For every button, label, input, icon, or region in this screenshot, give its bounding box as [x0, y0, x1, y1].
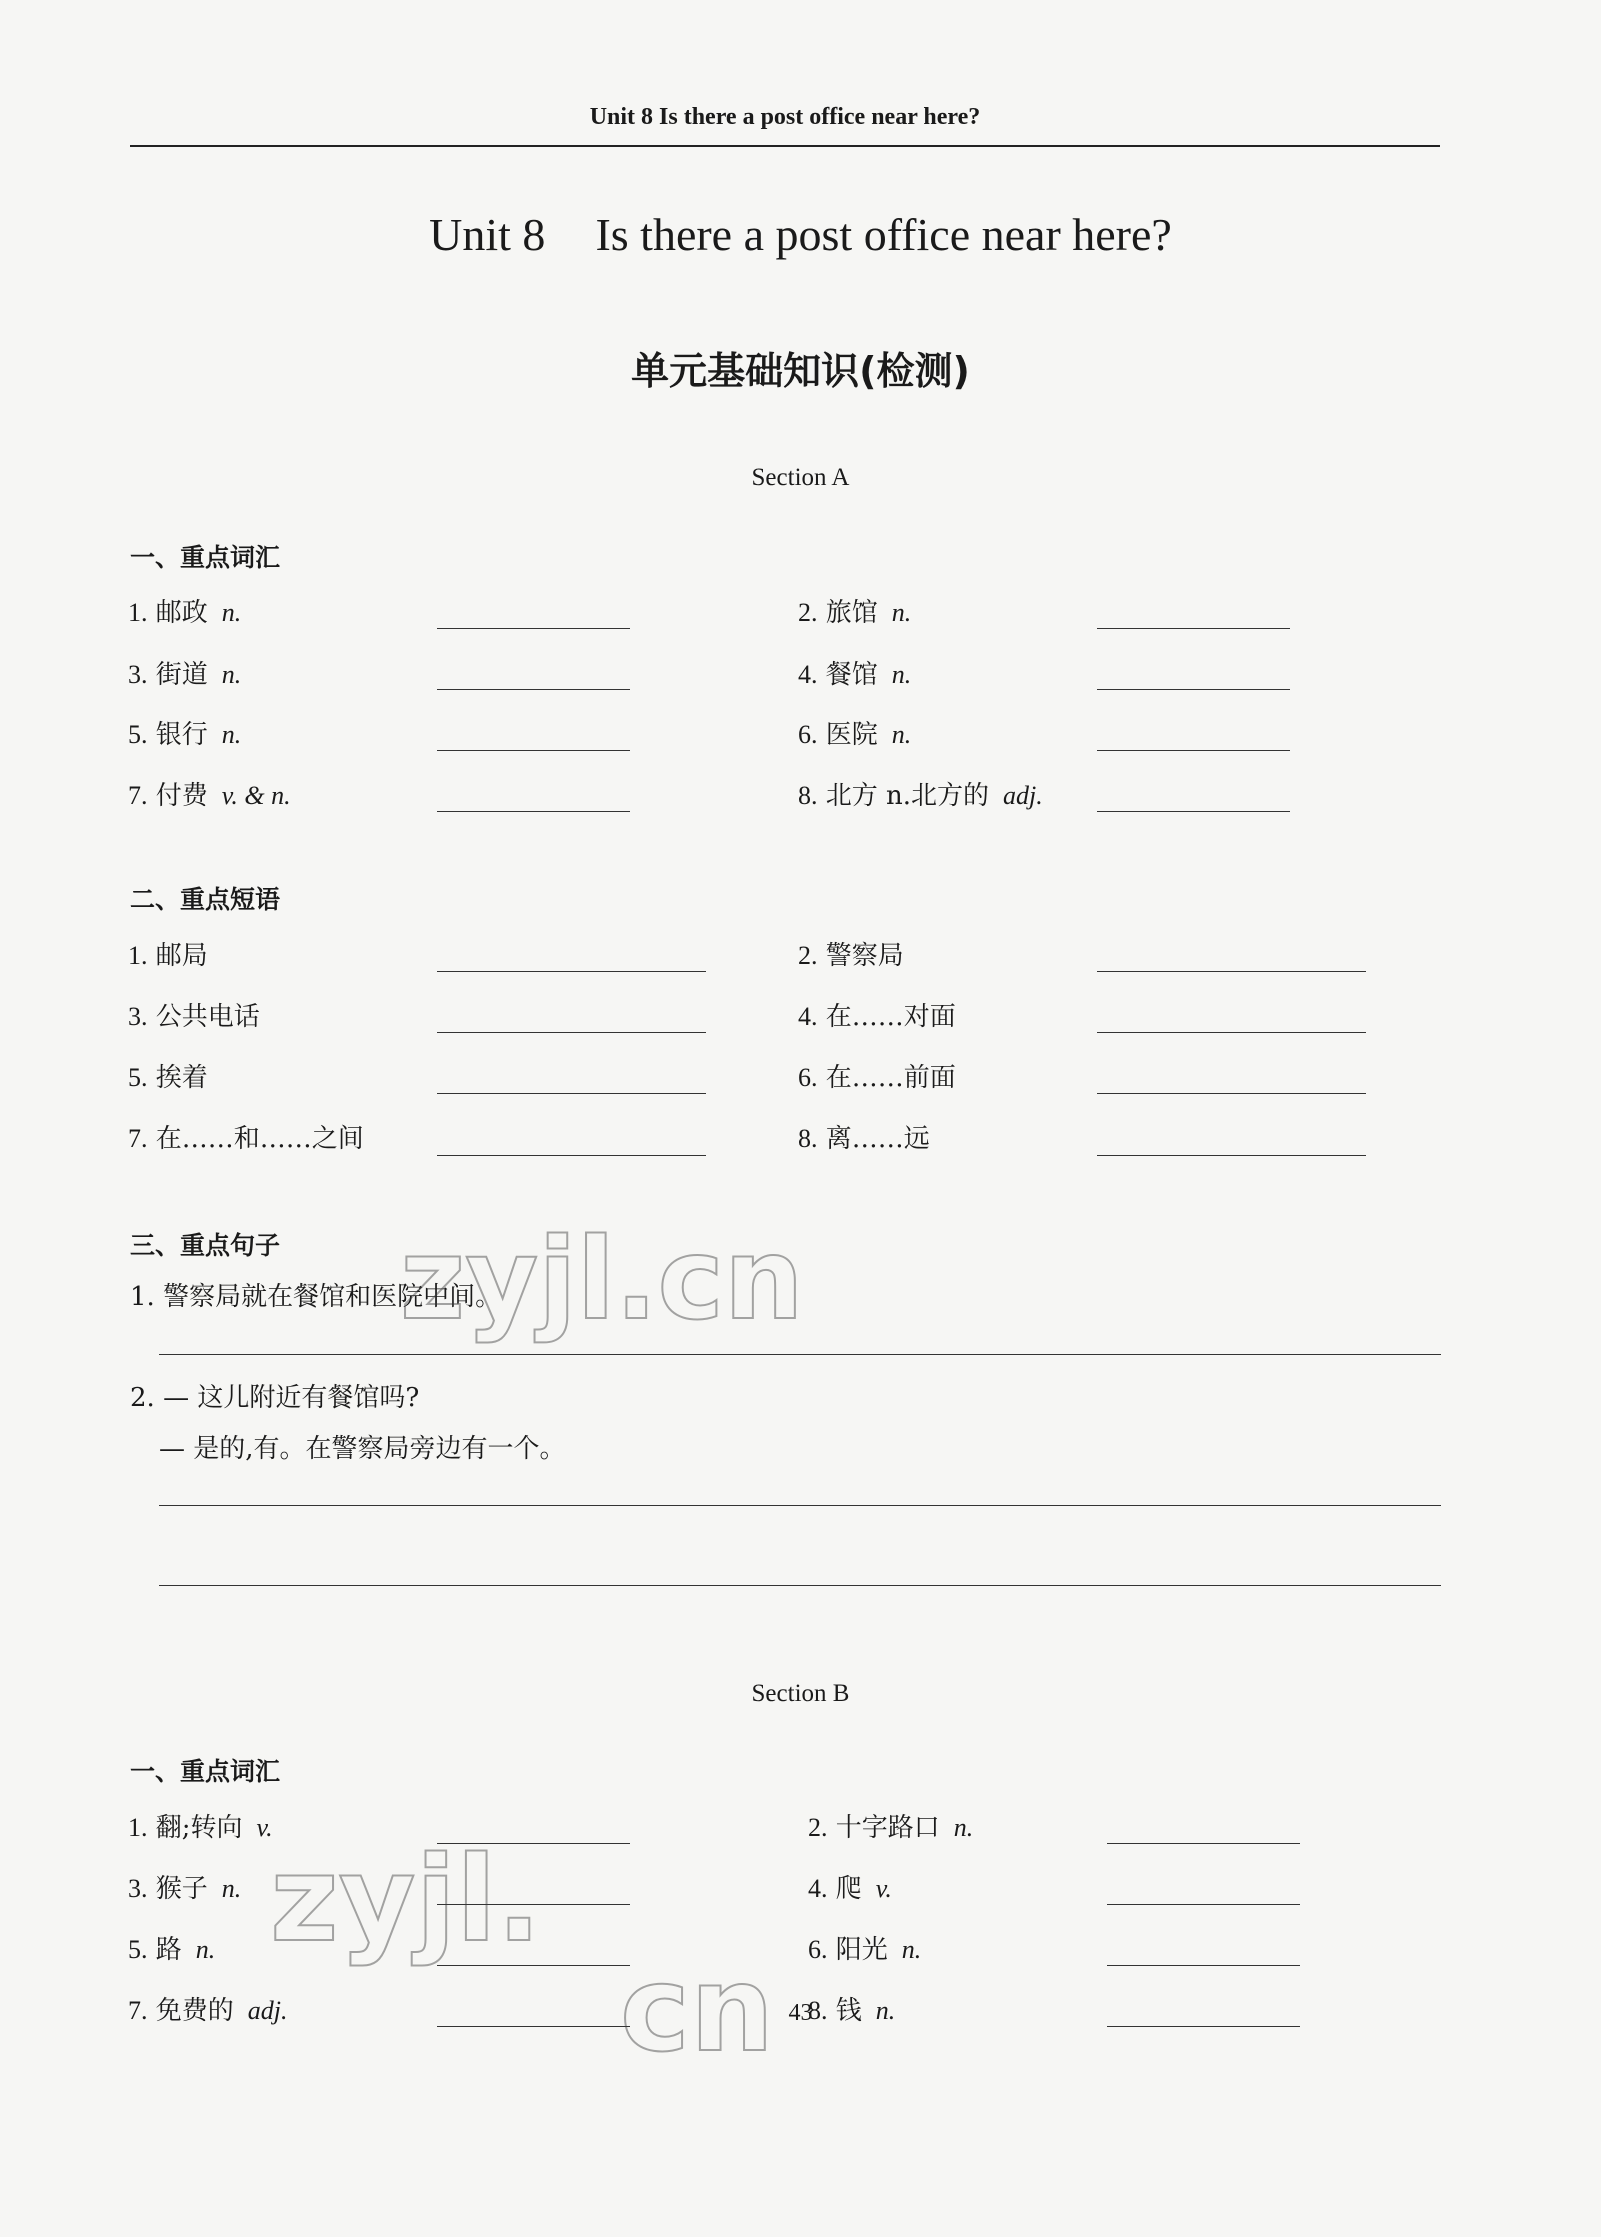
answer-blank[interactable]	[437, 689, 630, 690]
vocab-item: 8. 钱 n.	[808, 1996, 896, 2026]
unit-question: Is there a post office near here?	[595, 209, 1172, 260]
watermark: cn	[620, 1940, 774, 2078]
running-header: Unit 8 Is there a post office near here?	[589, 104, 981, 130]
section-b-label: Section B	[751, 1680, 850, 1707]
phrase-item: 1. 邮局	[128, 941, 208, 971]
page-subtitle: 单元基础知识(检测)	[631, 349, 970, 393]
answer-blank[interactable]	[1107, 1843, 1300, 1844]
answer-blank[interactable]	[1097, 811, 1290, 812]
vocab-item: 1. 邮政 n.	[128, 598, 242, 628]
answer-blank[interactable]	[437, 1965, 630, 1966]
vocab-item: 7. 免费的 adj.	[128, 1996, 288, 2026]
dialogue-answer: — 是的,有。在警察局旁边有一个。	[159, 1434, 566, 1464]
answer-blank[interactable]	[437, 750, 630, 751]
header-rule	[130, 145, 1440, 147]
phrase-item: 2. 警察局	[798, 941, 904, 971]
vocab-item: 5. 路 n.	[128, 1935, 216, 1965]
answer-line[interactable]	[159, 1354, 1441, 1355]
unit-title	[0, 208, 1601, 261]
section-a-label: Section A	[751, 464, 850, 491]
dialogue-question: 2. — 这儿附近有餐馆吗?	[130, 1383, 420, 1413]
answer-line[interactable]	[159, 1585, 1441, 1586]
answer-blank[interactable]	[437, 1093, 706, 1094]
answer-blank[interactable]	[1097, 689, 1290, 690]
section-a-sentences-heading: 三、重点句子	[130, 1231, 281, 1260]
answer-line[interactable]	[159, 1505, 1441, 1506]
section-b-vocab-heading: 一、重点词汇	[130, 1757, 281, 1786]
vocab-item: 1. 翻;转向 v.	[128, 1813, 273, 1843]
answer-blank[interactable]	[437, 811, 630, 812]
vocab-item: 2. 旅馆 n.	[798, 598, 912, 628]
answer-blank[interactable]	[1097, 750, 1290, 751]
vocab-item: 7. 付费 v. & n.	[128, 781, 291, 811]
answer-blank[interactable]	[1097, 628, 1290, 629]
vocab-item: 4. 爬 v.	[808, 1874, 892, 1904]
answer-blank[interactable]	[437, 1843, 630, 1844]
answer-blank[interactable]	[1107, 1904, 1300, 1905]
vocab-item: 5. 银行 n.	[128, 720, 242, 750]
section-a-vocab-heading: 一、重点词汇	[130, 543, 281, 572]
answer-blank[interactable]	[437, 1155, 706, 1156]
watermark: zyjl.	[270, 1830, 542, 1968]
answer-blank[interactable]	[437, 1032, 706, 1033]
answer-blank[interactable]	[437, 628, 630, 629]
phrase-item: 5. 挨着	[128, 1063, 208, 1093]
vocab-item: 3. 猴子 n.	[128, 1874, 242, 1904]
watermark: zyjl.cn	[400, 1215, 804, 1345]
vocab-item: 3. 街道 n.	[128, 660, 242, 690]
answer-blank[interactable]	[1107, 1965, 1300, 1966]
answer-blank[interactable]	[437, 971, 706, 972]
answer-blank[interactable]	[1097, 1093, 1366, 1094]
answer-blank[interactable]	[437, 1904, 630, 1905]
unit-number: Unit 8	[429, 209, 546, 260]
answer-blank[interactable]	[1097, 1155, 1366, 1156]
phrase-item: 6. 在……前面	[798, 1063, 956, 1093]
vocab-item: 2. 十字路口 n.	[808, 1813, 974, 1843]
vocab-item: 6. 阳光 n.	[808, 1935, 922, 1965]
section-a-phrases-heading: 二、重点短语	[130, 885, 281, 914]
answer-blank[interactable]	[1097, 1032, 1366, 1033]
vocab-item: 6. 医院 n.	[798, 720, 912, 750]
phrase-item: 7. 在……和……之间	[128, 1124, 364, 1154]
phrase-item: 8. 离……远	[798, 1124, 930, 1154]
phrase-item: 3. 公共电话	[128, 1002, 260, 1032]
sentence-prompt: 1. 警察局就在餐馆和医院中间。	[130, 1282, 502, 1312]
vocab-item: 8. 北方 n.北方的 adj.	[798, 781, 1043, 811]
phrase-item: 4. 在……对面	[798, 1002, 956, 1032]
page-number: 43	[788, 2000, 813, 2026]
answer-blank[interactable]	[1097, 971, 1366, 972]
vocab-item: 4. 餐馆 n.	[798, 660, 912, 690]
